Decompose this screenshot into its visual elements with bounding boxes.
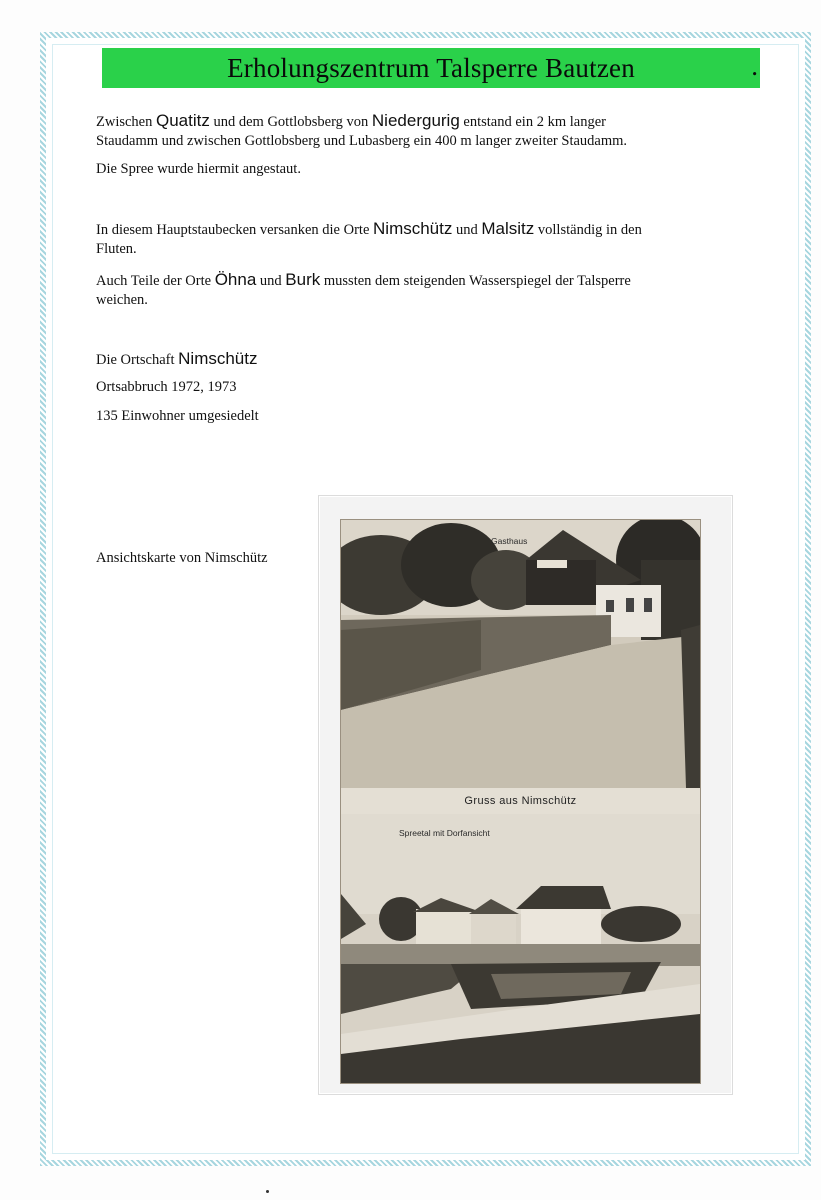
paragraph-submerged-line2: Fluten.	[96, 241, 137, 257]
ortschaft-heading	[96, 348, 258, 371]
place-malsitz: Malsitz	[481, 219, 535, 238]
postcard-top-label: Gasthaus	[491, 536, 528, 546]
place-nimschuetz: Nimschütz	[373, 219, 453, 238]
place-quatitz: Quatitz	[156, 111, 210, 130]
postcard-greeting: Gruss aus Nimschütz	[341, 788, 700, 814]
text-segment: In diesem Hauptstaubecken versanken die Orte	[96, 222, 374, 238]
title-dot: .	[751, 51, 758, 81]
paragraph-dam-line1	[96, 110, 606, 133]
paragraph-partial-line2: weichen.	[96, 292, 148, 308]
text-segment: und	[256, 273, 286, 289]
postcard-bottom-label: Spreetal mit Dorfansicht	[399, 828, 490, 838]
title-banner	[102, 48, 760, 88]
paragraph-partial-line1	[96, 269, 631, 292]
place-oehna: Öhna	[214, 270, 257, 289]
place-niedergurig: Niedergurig	[371, 111, 460, 130]
postcard-photo-spreetal	[341, 814, 700, 1083]
text-segment: entstand ein 2 km langer	[459, 114, 606, 130]
postcard-photo-gasthaus	[341, 520, 700, 788]
paragraph-spree: Die Spree wurde hiermit angestaut.	[96, 161, 301, 177]
postcard-caption: Ansichtskarte von Nimschütz	[96, 550, 268, 566]
text-segment: und	[452, 222, 482, 238]
text-segment: vollständig in den	[534, 222, 642, 238]
text-segment: Die Ortschaft	[96, 352, 179, 368]
page-speck	[266, 1190, 269, 1193]
paragraph-dam-line2: Staudamm und zwischen Gottlobsberg und Lubasberg ein 400 m langer zweiter Staudamm.	[96, 133, 628, 149]
einwohner-line: 135 Einwohner umgesiedelt	[96, 408, 259, 424]
text-segment: und dem Gottlobsberg von	[209, 114, 372, 130]
text-segment: Zwischen	[96, 114, 156, 130]
page-title: Erholungszentrum Talsperre Bautzen	[227, 52, 635, 83]
text-segment: Auch Teile der Orte	[96, 273, 215, 289]
postcard-image	[341, 520, 700, 1083]
paragraph-submerged-line1	[96, 218, 642, 241]
text-segment: mussten dem steigenden Wasserspiegel der Talsperre	[320, 273, 631, 289]
place-nimschuetz-heading: Nimschütz	[178, 349, 258, 368]
place-burk: Burk	[285, 270, 321, 289]
ortsabbruch-line: Ortsabbruch 1972, 1973	[96, 379, 237, 395]
